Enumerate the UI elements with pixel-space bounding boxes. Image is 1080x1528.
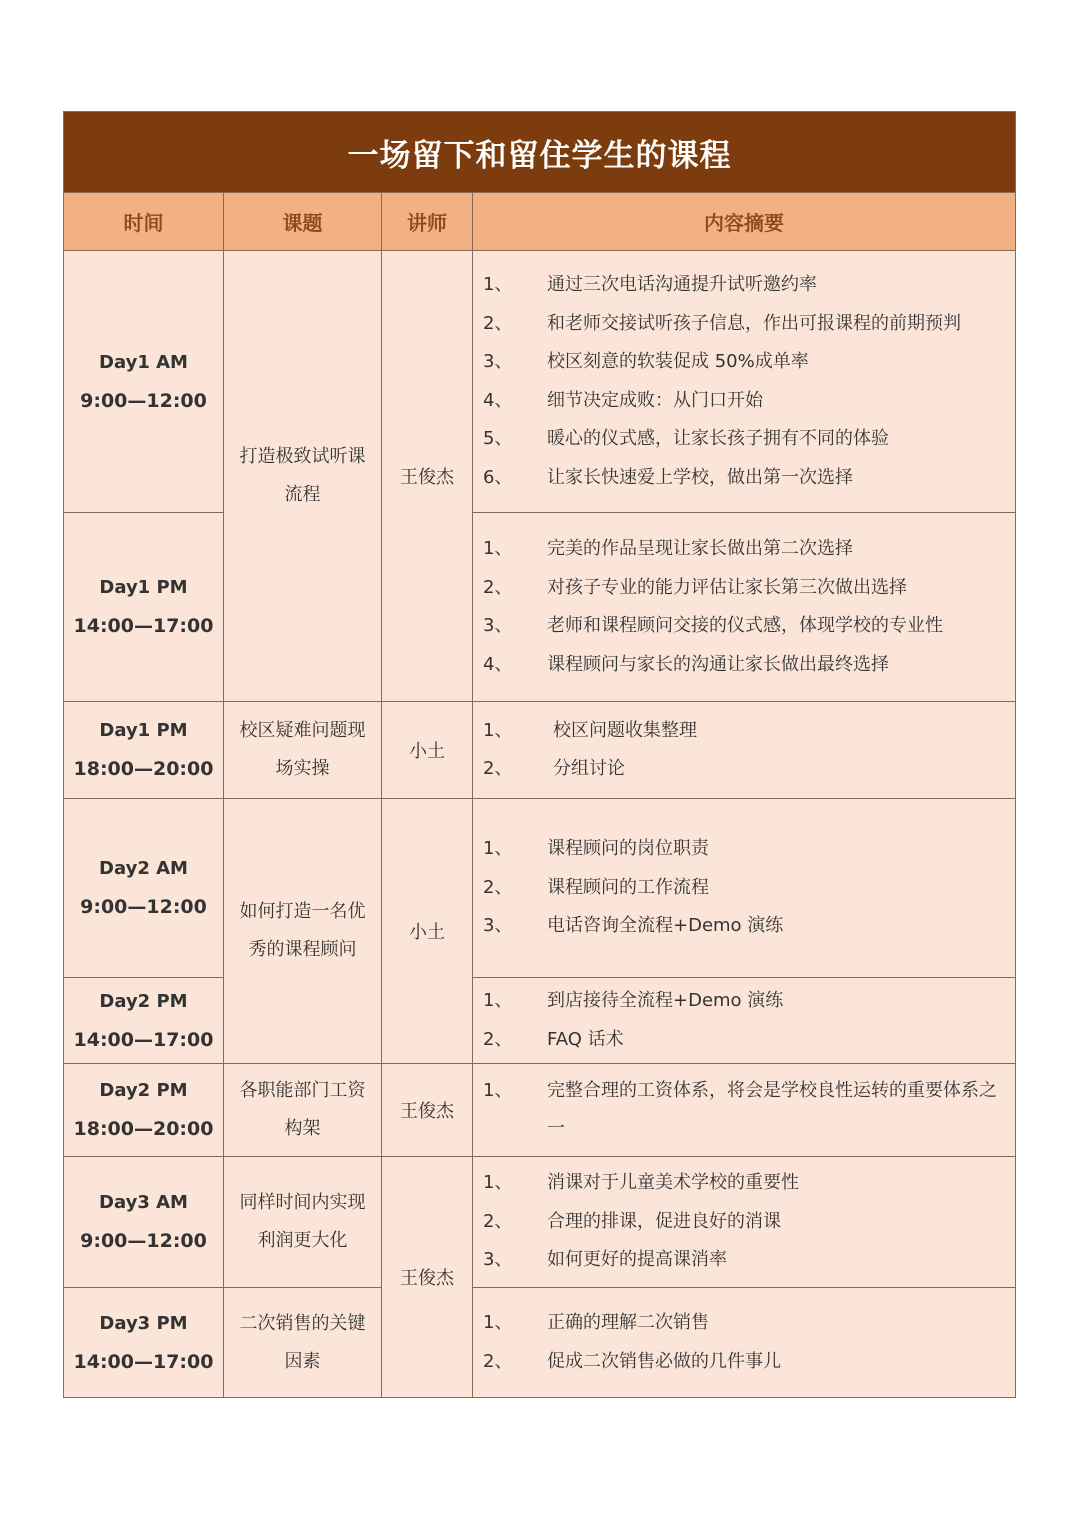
item-number: 1、 [483,838,513,860]
summary-item [483,1304,1015,1343]
item-text: 校区问题收集整理 [553,719,697,741]
summary-cell [473,702,1016,799]
item-number: 3、 [483,351,513,372]
time-range: 18:00—20:00 [73,758,214,780]
summary-item [483,420,1015,459]
summary-item [483,1241,1015,1280]
summary-item [483,1072,1015,1149]
day-label: Day2 PM [99,1080,188,1101]
table-row [64,1157,1016,1288]
item-number: 1、 [483,1312,513,1333]
item-text: FAQ 话术 [547,1028,624,1050]
item-number: 1、 [483,1172,513,1194]
time-range: 14:00—17:00 [73,615,214,637]
summary-cell [473,799,1016,978]
item-text: 分组讨论 [553,758,625,779]
lecturer-cell: 王俊杰 [382,1064,473,1157]
day-label: Day2 AM [99,858,188,879]
topic-cell: 同样时间内实现利润更大化 [224,1157,382,1288]
item-number: 4、 [483,653,513,675]
header-lecturer: 讲师 [382,193,473,251]
summary-item [483,830,1015,869]
item-number: 2、 [483,1210,513,1232]
item-text: 促成二次销售必做的几件事儿 [547,1350,781,1372]
day-label: Day1 PM [99,720,188,741]
item-text: 让家长快速爱上学校，做出第一次选择 [547,466,853,488]
item-text: 如何更好的提高课消率 [547,1249,727,1271]
item-text: 课程顾问与家长的沟通让家长做出最终选择 [547,653,889,675]
summary-cell [473,978,1016,1064]
summary-item [483,343,1015,382]
summary-cell [473,251,1016,513]
table-row [64,978,1016,1064]
item-text: 完整合理的工资体系，将会是学校良性运转的重要体系之一 [547,1079,997,1139]
item-number: 5、 [483,428,513,449]
item-number: 2、 [483,312,513,334]
summary-item [483,607,1015,646]
header-topic: 课题 [224,193,382,251]
summary-item [483,382,1015,421]
item-text: 电话咨询全流程+Demo 演练 [547,915,784,937]
item-text: 和老师交接试听孩子信息，作出可报课程的前期预判 [547,312,961,334]
item-text: 正确的理解二次销售 [547,1312,709,1333]
item-number: 1、 [483,990,513,1011]
summary-item [483,869,1015,908]
time-range: 9:00—12:00 [80,896,207,918]
item-number: 2、 [483,876,513,898]
item-number: 3、 [483,1249,513,1271]
day-label: Day3 AM [99,1192,188,1213]
day-label: Day1 PM [99,577,188,598]
item-number: 3、 [483,915,513,937]
summary-item [483,750,1015,789]
item-text: 老师和课程顾问交接的仪式感，体现学校的专业性 [547,615,943,636]
item-number: 1、 [483,1079,513,1101]
summary-cell [473,1157,1016,1288]
summary-item [483,982,1015,1021]
lecturer-cell: 小土 [382,702,473,799]
item-text: 暖心的仪式感，让家长孩子拥有不同的体验 [547,428,889,449]
lecturer-cell: 王俊杰 [382,1157,473,1398]
time-cell [64,978,224,1064]
item-number: 2、 [483,576,513,598]
lecturer-cell: 王俊杰 [382,251,473,702]
item-text: 课程顾问的工作流程 [547,876,709,898]
time-range: 14:00—17:00 [73,1350,214,1373]
topic-cell: 校区疑难问题现场实操 [224,702,382,799]
topic-cell: 二次销售的关键因素 [224,1288,382,1398]
item-text: 通过三次电话沟通提升试听邀约率 [547,274,817,295]
time-range: 14:00—17:00 [73,1028,214,1051]
item-number: 2、 [483,1350,513,1372]
time-cell [64,251,224,513]
summary-item [483,530,1015,569]
summary-item [483,1203,1015,1242]
summary-item [483,305,1015,344]
item-text: 到店接待全流程+Demo 演练 [547,990,784,1011]
table-row [64,513,1016,702]
header-summary: 内容摘要 [473,193,1016,251]
item-number: 1、 [483,274,513,295]
time-cell [64,702,224,799]
day-label: Day3 PM [99,1312,188,1334]
summary-item [483,569,1015,608]
time-cell [64,1288,224,1398]
summary-item [483,459,1015,498]
summary-item [483,266,1015,305]
topic-cell: 打造极致试听课流程 [224,251,382,702]
table-row [64,251,1016,513]
time-cell [64,1157,224,1288]
time-range: 18:00—20:00 [73,1118,214,1140]
topic-cell: 各职能部门工资构架 [224,1064,382,1157]
item-text: 对孩子专业的能力评估让家长第三次做出选择 [547,576,907,598]
day-label: Day1 AM [99,351,188,373]
item-number: 2、 [483,1028,513,1050]
item-text: 课程顾问的岗位职责 [547,838,709,860]
time-range: 9:00—12:00 [80,1230,207,1252]
lecturer-cell: 小土 [382,799,473,1064]
item-number: 2、 [483,758,513,779]
time-range: 9:00—12:00 [80,389,207,412]
table-row [64,1288,1016,1398]
item-number: 6、 [483,466,513,488]
item-number: 1、 [483,538,513,559]
summary-item [483,1164,1015,1203]
topic-cell: 如何打造一名优秀的课程顾问 [224,799,382,1064]
day-label: Day2 PM [99,990,188,1012]
summary-item [483,907,1015,946]
table-row [64,1064,1016,1157]
table-row [64,799,1016,978]
summary-cell [473,513,1016,702]
course-schedule-table [63,111,1016,1398]
summary-item [483,1021,1015,1060]
item-number: 1、 [483,719,513,741]
item-text: 细节决定成败：从门口开始 [547,389,763,411]
item-text: 消课对于儿童美术学校的重要性 [547,1172,799,1194]
item-number: 3、 [483,615,513,636]
time-cell [64,799,224,978]
time-cell [64,513,224,702]
summary-cell [473,1288,1016,1398]
item-text: 完美的作品呈现让家长做出第二次选择 [547,538,853,559]
time-cell [64,1064,224,1157]
item-text: 校区刻意的软装促成 50%成单率 [547,351,809,372]
header-time: 时间 [64,193,224,251]
item-text: 合理的排课，促进良好的消课 [547,1210,781,1232]
summary-item [483,646,1015,685]
table-title: 一场留下和留住学生的课程 [64,112,1016,193]
summary-cell [473,1064,1016,1157]
item-number: 4、 [483,389,513,411]
table-row [64,702,1016,799]
summary-item [483,712,1015,751]
summary-item [483,1343,1015,1382]
